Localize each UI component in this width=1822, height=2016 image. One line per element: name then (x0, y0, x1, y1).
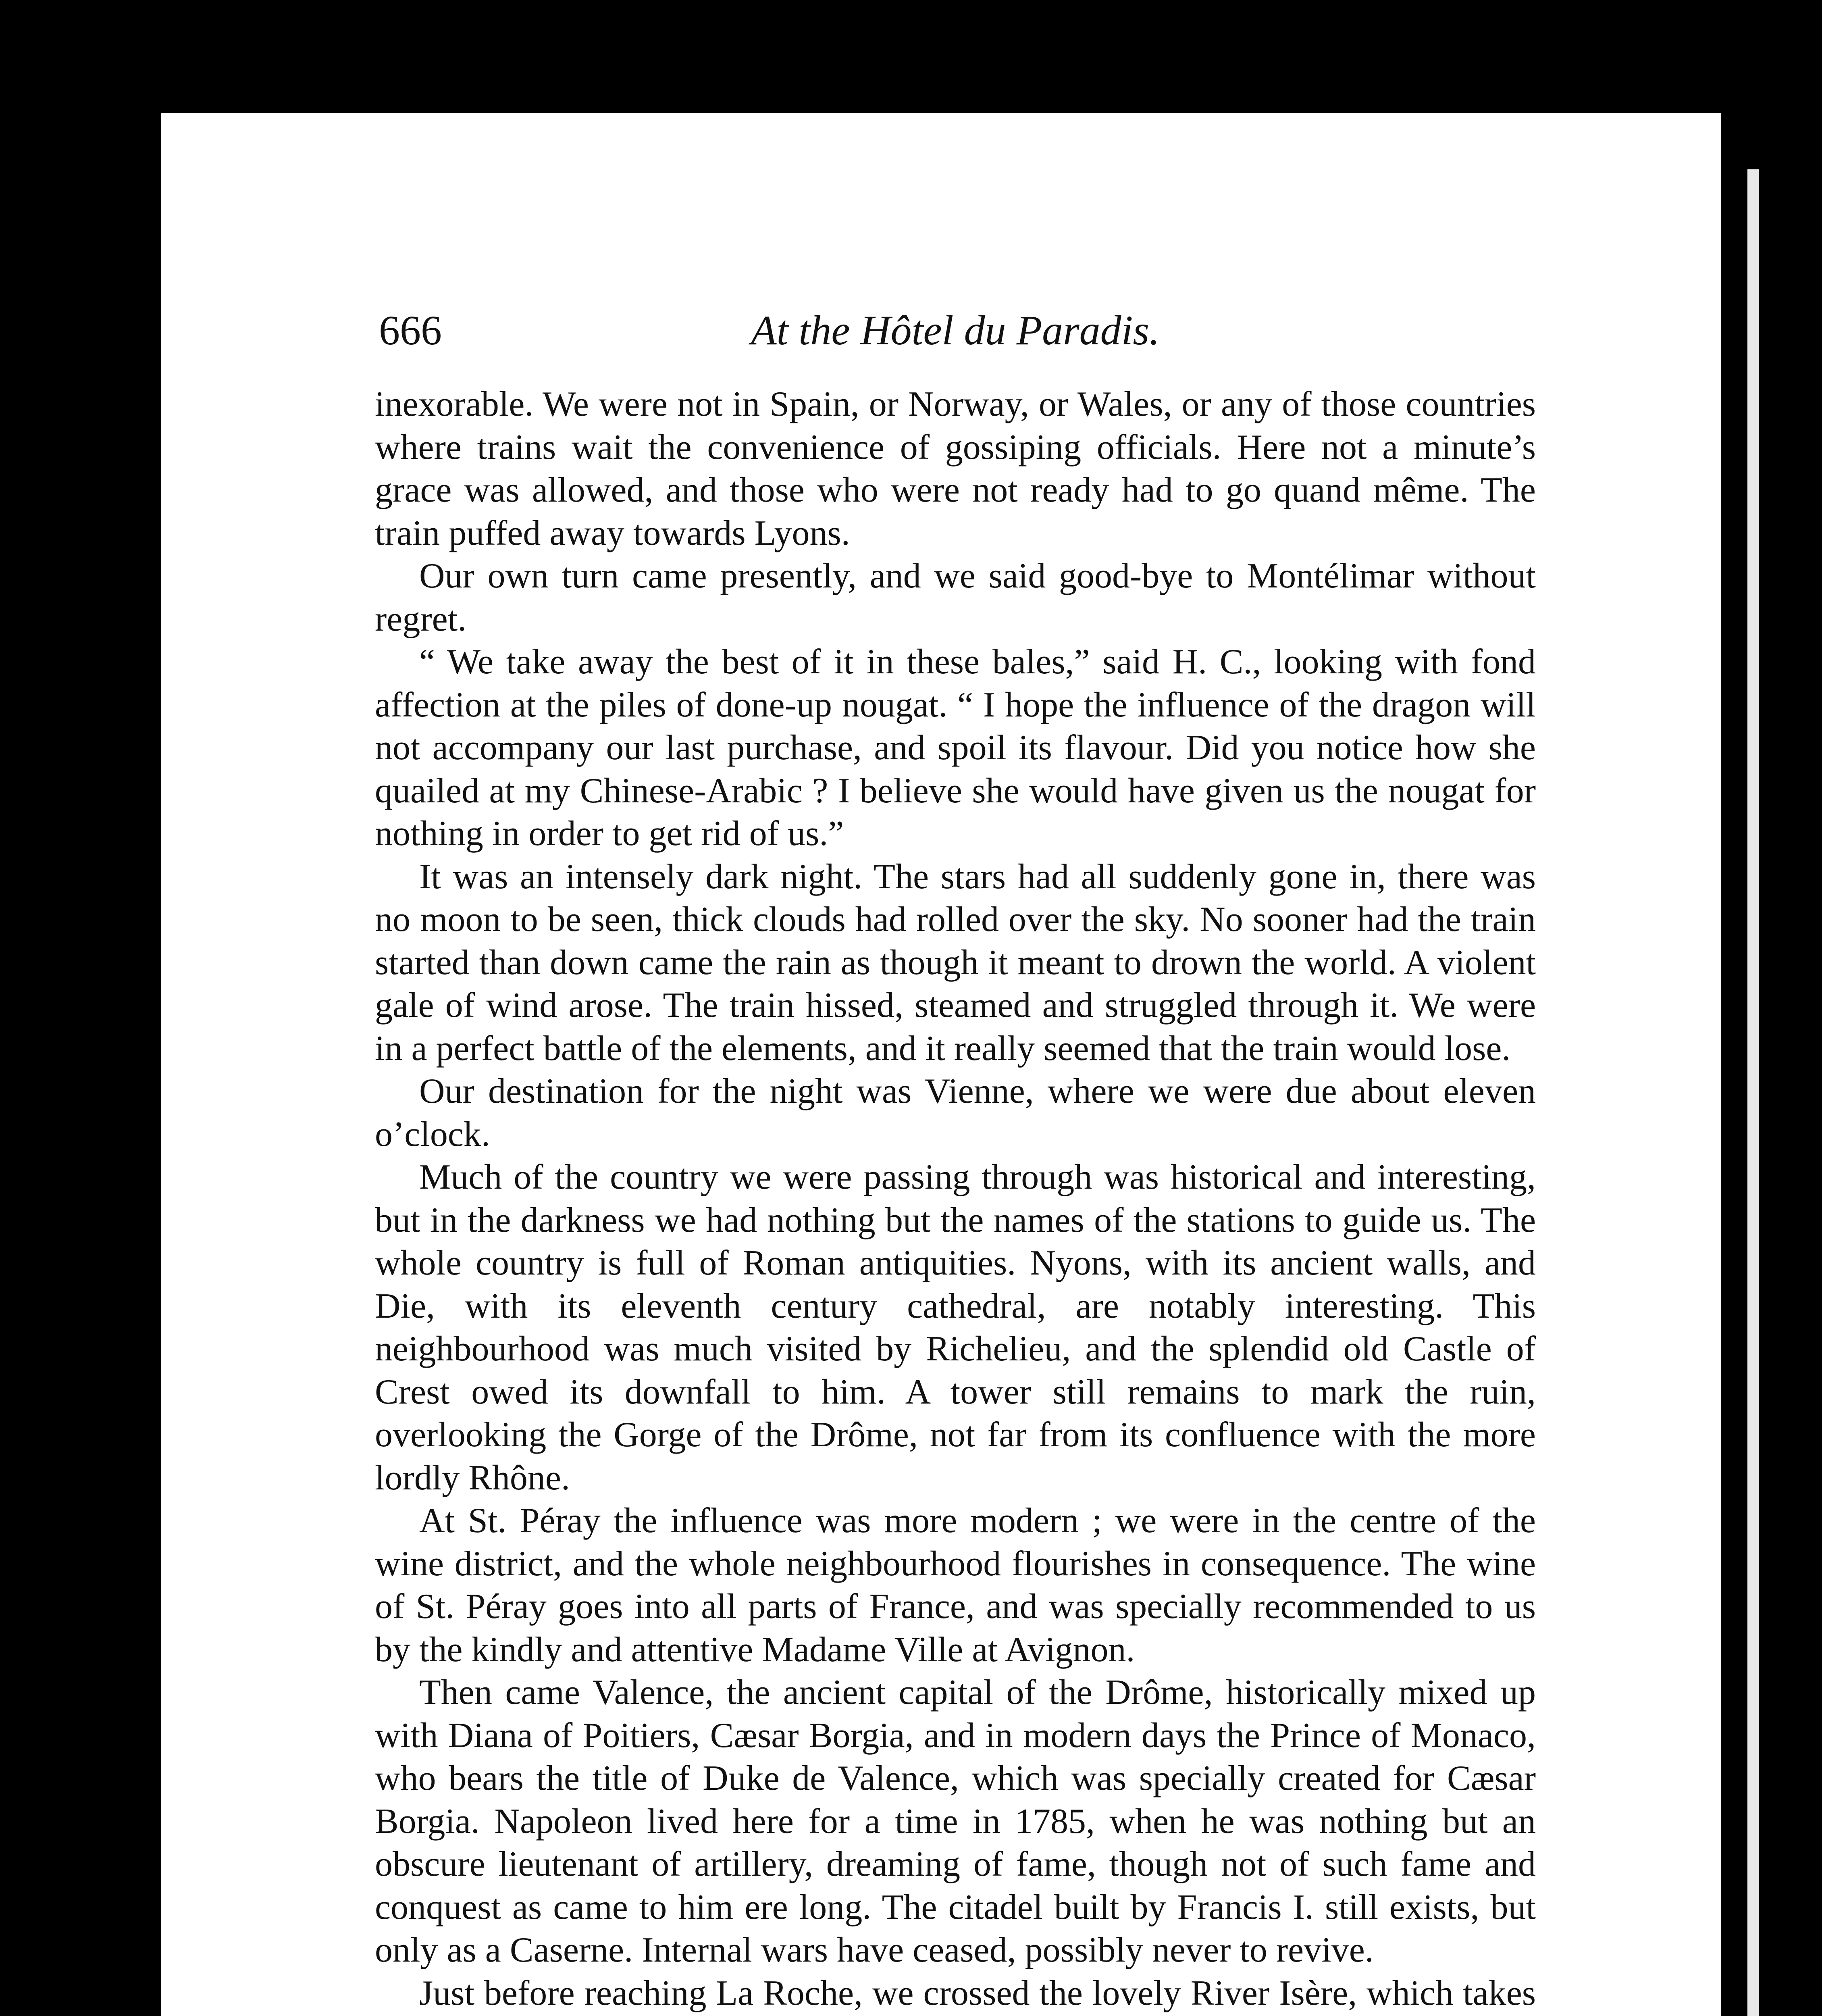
body-text (375, 383, 1536, 2016)
paragraph: “ We take away the best of it in these bales,” said H. C., looking with fond affection at the piles of done-up nougat. “ I hope the influence of the dragon will not accompany our last purchase, and spoil its flavour. Did you notice how she quailed at my Chinese-Arabic ? I believe she would have given us the nougat for nothing in order to get rid of us.” (375, 642, 1536, 853)
paragraph: It was an intensely dark night. The stars had all suddenly gone in, there was no moon to be seen, thick clouds had rolled over the sky. No sooner had the train started than down came the rain as though it meant to drown the world. A violent gale of wind arose. The train hissed, steamed and struggled through it. We were in a perfect battle of the elements, and it really seemed that the train would lose. (375, 857, 1536, 1068)
page-number: 666 (379, 307, 442, 354)
page-header (379, 298, 1532, 363)
next-page-edge (1747, 169, 1759, 2016)
paragraph: Much of the country we were passing through was historical and interesting, but in the darkness we had nothing but the names of the stations to guide us. The whole country is full of Roman antiquities. Nyons, with its ancient walls, and Die, with its eleventh century cathedral, are notably interesting. This neighbourhood was much visited by Richelieu, and the splendid old Castle of Crest owed its downfall to him. A tower still remains to mark the ruin, overlooking the Gorge of the Drôme, not far from its confluence with the more lordly Rhône. (375, 1158, 1536, 1497)
paragraph: Just before reaching La Roche, we crossed the lovely River Isère, which takes (419, 1973, 1536, 2013)
paragraph: At St. Péray the influence was more modern ; we were in the centre of the wine district, and the whole neighbourhood flourishes in consequence. The wine of St. Péray goes into all parts of France, and was specially recommended to us by the kindly and attentive Madame Ville at Avignon. (375, 1501, 1536, 1669)
paragraph: Then came Valence, the ancient capital of the Drôme, historically mixed up with Diana of Poitiers, Cæsar Borgia, and in modern days the Prince of Monaco, who bears the title of Duke de Valence, which was specially created for Cæsar Borgia. Napoleon lived here for a time in 1785, when he was nothing but an obscure lieutenant of artillery, dreaming of fame, though not of such fame and conquest as came to him ere long. The citadel built by Francis I. still exists, but only as a Caserne. Internal wars have ceased, possibly never to revive. (375, 1673, 1536, 1970)
paragraph: inexorable. We were not in Spain, or Norway, or Wales, or any of those countries where trains wait the convenience of gossiping officials. Here not a minute’s grace was allowed, and those who were not ready had to go quand même. The train puffed away towards Lyons. (375, 385, 1536, 553)
page-edge-shadow (1725, 137, 1749, 2016)
running-title: At the Hôtel du Paradis. (751, 307, 1160, 354)
paragraph: Our destination for the night was Vienne, where we were due about eleven o’clock. (375, 1072, 1536, 1154)
paragraph: Our own turn came presently, and we said good-bye to Montélimar without regret. (375, 556, 1536, 639)
